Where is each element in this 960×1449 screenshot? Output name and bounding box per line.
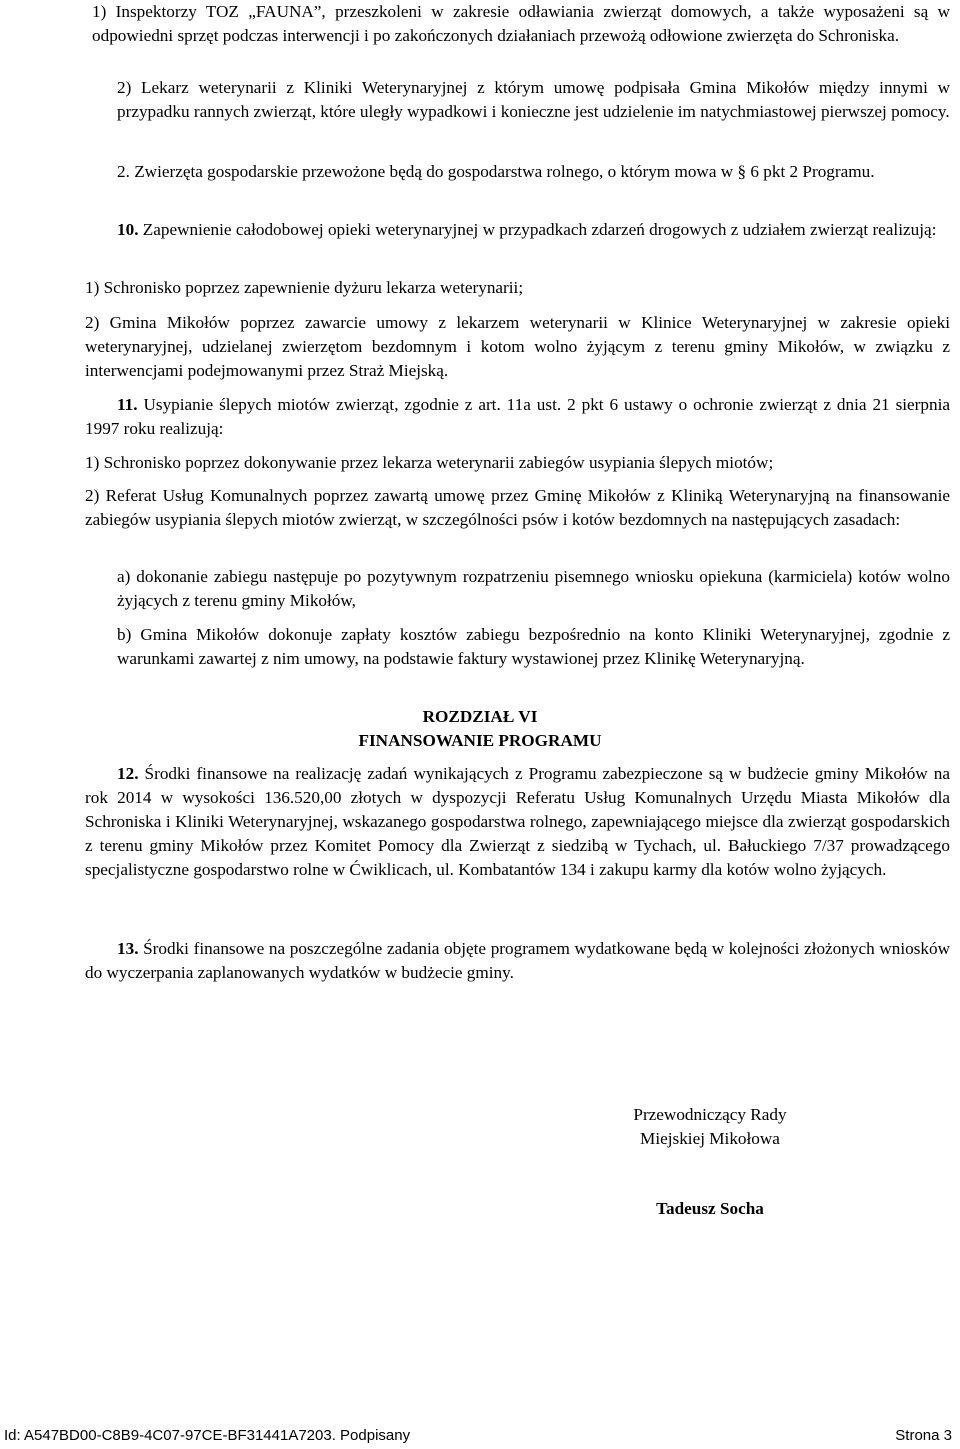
document-id: Id: A547BD00-C8B9-4C07-97CE-BF31441A7203. Podpisany (4, 1427, 411, 1444)
section-11-item-2: 2) Referat Usług Komunalnych poprzez zawartą umowę przez Gminę Mikołów z Kliniką Weterynaryjną na finansowanie zabiegów usypiania ślepych miotów zwierząt, w szczególności psów i kotów bezdomnych na następujących zasadach: (85, 486, 950, 529)
section-13-text: Środki finansowe na poszczególne zadania objęte programem wydatkowane będą w kolejności złożonych wniosków do wyczerpania zaplanowanych wydatków w budżecie gminy. (85, 939, 950, 982)
signature-name: Tadeusz Socha (656, 1199, 764, 1218)
section-11-number: 11. (117, 395, 138, 414)
section-11-item-1: 1) Schronisko poprzez dokonywanie przez lekarza weterynarii zabiegów usypiania ślepych miotów; (85, 453, 774, 472)
section-11 (85, 393, 950, 441)
section-13-number: 13. (117, 939, 139, 958)
chapter-heading-number: ROZDZIAŁ VI (422, 707, 538, 726)
section-10-number: 10. (117, 220, 139, 239)
section-12 (85, 762, 950, 882)
farm-animals-text: 2. Zwierzęta gospodarskie przewożone będą do gospodarstwa rolnego, o którym mowa w § 6 pkt 2 Programu. (117, 162, 875, 181)
section-10-text: Zapewnienie całodobowej opieki weterynaryjnej w przypadkach zdarzeń drogowych z udziałem zwierząt realizują: (138, 220, 937, 239)
section-10 (85, 218, 950, 242)
chapter-heading-title: FINANSOWANIE PROGRAMU (358, 731, 602, 750)
paragraph-veterinarian: 2) Lekarz weterynarii z Kliniki Weterynaryjnej z którym umowę podpisała Gmina Mikołów między innymi w przypadku rannych zwierząt, które uległy wypadkowi i konieczne jest udzielenie im natychmiastowej pierwszej pomocy. (117, 78, 950, 121)
section-11-item-2b: b) Gmina Mikołów dokonuje zapłaty kosztów zabiegu bezpośrednio na konto Kliniki Weterynaryjnej, zgodnie z warunkami zawartej z nim umowy, na podstawie faktury wystawionej przez Klinikę Weterynaryjną. (117, 625, 950, 668)
section-11-text: Usypianie ślepych miotów zwierząt, zgodnie z art. 11a ust. 2 pkt 6 ustawy o ochronie zwierząt z dnia 21 sierpnia 1997 roku realizują: (85, 395, 950, 438)
section-12-text: Środki finansowe na realizację zadań wynikających z Programu zabezpieczone są w budżecie gminy Mikołów na rok 2014 w wysokości 136.520,00 złotych w dyspozycji Referatu Usług Komunalnych Urzędu Miasta Mikołów dla Schroniska i Kliniki Weterynaryjnej, wskazanego gospodarstwa rolnego, zapewniającego miejsce dla zwierząt gospodarskich z terenu gminy Mikołów przez Komitet Pomocy dla Zwierząt z siedzibą w Tychach, ul. Bałuckiego 7/37 prowadzącego specjalistyczne gospodarstwo rolne w Ćwiklicach, ul. Kombatantów 134 i zakupu karmy dla kotów wolno żyjących. (85, 764, 950, 879)
paragraph-farm-animals (85, 160, 950, 184)
section-11-item-2a: a) dokonanie zabiegu następuje po pozytywnym rozpatrzeniu pisemnego wniosku opiekuna (karmiciela) kotów wolno żyjących z terenu gminy Mikołów, (117, 567, 950, 610)
signature-block (560, 1103, 860, 1221)
signature-role-line2: Miejskiej Mikołowa (640, 1129, 780, 1148)
paragraph-inspectors: 1) Inspektorzy TOZ „FAUNA”, przeszkoleni w zakresie odławiania zwierząt domowych, a także wyposażeni są w odpowiedni sprzęt podczas interwencji i po zakończonych działaniach przewożą odłowione zwierzęta do Schroniska. (92, 2, 950, 45)
section-12-number: 12. (117, 764, 139, 783)
section-10-item-2: 2) Gmina Mikołów poprzez zawarcie umowy z lekarzem weterynarii w Klinice Weterynaryjnej w zakresie opieki weterynaryjnej, udzielanej zwierzętom bezdomnym i kotom wolno żyjącym z terenu gminy Mikołów, w związku z interwencjami podejmowanymi przez Straż Miejską. (85, 313, 950, 380)
section-13 (85, 937, 950, 985)
signature-role-line1: Przewodniczący Rady (633, 1105, 787, 1124)
section-10-item-1: 1) Schronisko poprzez zapewnienie dyżuru lekarza weterynarii; (85, 278, 524, 297)
page-number: Strona 3 (895, 1427, 952, 1444)
